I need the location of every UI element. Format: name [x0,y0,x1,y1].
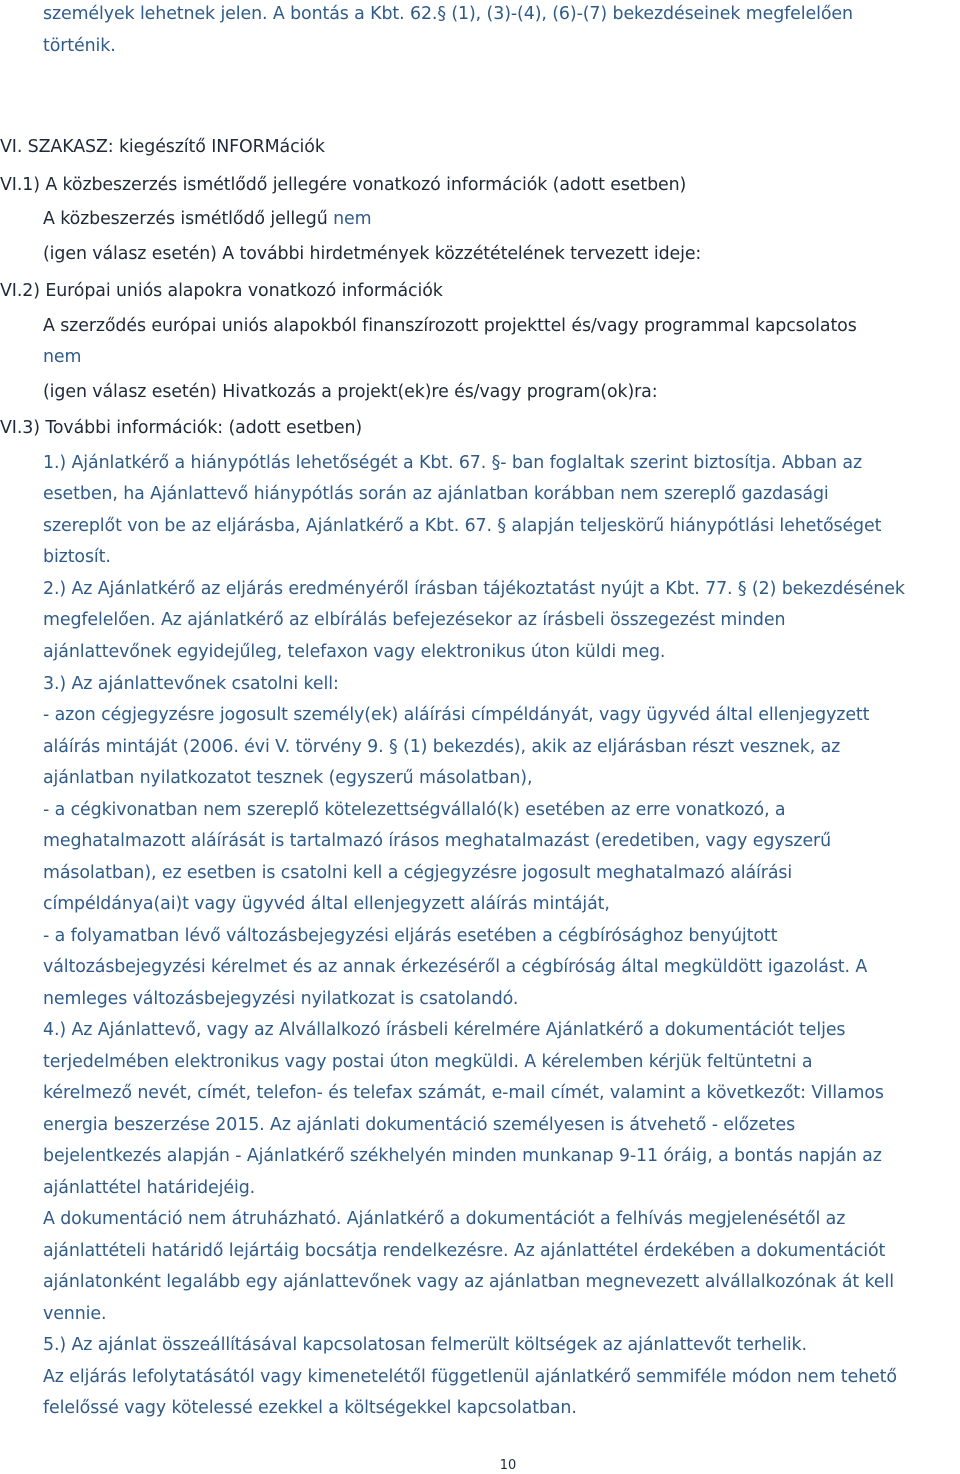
text-line: szereplőt von be az eljárásba, Ajánlatkérő a Kbt. 67. § alapján teljeskörű hiánypótlási lehetőséget [43,516,882,536]
text-line: 4.) Az Ajánlattevő, vagy az Alvállalkozó írásbeli kérelmére Ajánlatkérő a dokumentációt teljes [43,1020,846,1040]
text-line: nemleges változásbejegyzési nyilatkozat is csatolandó. [43,989,519,1009]
text-line: - a folyamatban lévő változásbejegyzési eljárás esetében a cégbírósághoz benyújtott [43,926,778,946]
text-line: bejelentkezés alapján - Ajánlatkérő székhelyén minden munkanap 9-11 óráig, a bontás napján az [43,1146,882,1166]
text-line: meghatalmazott aláírását is tartalmazó írásos meghatalmazást (eredetiben, vagy egyszerű [43,831,832,851]
text-line: (igen válasz esetén) A további hirdetmények közzétételének tervezett ideje: [43,244,702,264]
text-line: történik. [43,36,116,56]
text-line: 3.) Az ajánlattevőnek csatolni kell: [43,674,339,694]
text-line: ajánlattételi határidő lejártáig bocsátja rendelkezésre. Az ajánlattétel érdekében a dokumentációt [43,1241,886,1261]
text-line [43,207,371,231]
text-line: vennie. [43,1304,107,1324]
text-line: ajánlattevőnek egyidejűleg, telefaxon vagy elektronikus úton küldi meg. [43,642,666,662]
text-line: A dokumentáció nem átruházható. Ajánlatkérő a dokumentációt a felhívás megjelenésétől az [43,1209,846,1229]
text-line: kérelmező nevét, címét, telefon- és telefax számát, e-mail címét, valamint a következőt: Villamos [43,1083,884,1103]
text-line: ajánlattétel határidejéig. [43,1178,256,1198]
text-line: esetben, ha Ajánlattevő hiánypótlás során az ajánlatban korábban nem szereplő gazdasági [43,484,829,504]
text-line: 2.) Az Ajánlatkérő az eljárás eredményéről írásban tájékoztatást nyújt a Kbt. 77. § (2) bekezdésének [43,579,905,599]
text-line: aláírás mintáját (2006. évi V. törvény 9. § (1) bekezdés), akik az eljárásban részt vesznek, az [43,737,841,757]
text-line: - azon cégjegyzésre jogosult személy(ek) aláírási címpéldányát, vagy ügyvéd által ellenjegyzett [43,705,870,725]
text-line: terjedelmében elektronikus vagy postai úton megküldi. A kérelemben kérjük feltüntetni a [43,1052,813,1072]
text-line: változásbejegyzési kérelmet és az annak érkezéséről a cégbíróság által megküldött igazolást. A [43,957,868,977]
text-line: 1.) Ajánlatkérő a hiánypótlás lehetőségét a Kbt. 67. §- ban foglaltak szerint biztosítja. Abban az [43,453,862,473]
text-line: címpéldánya(ai)t vagy ügyvéd által ellenjegyzett aláírás mintáját, [43,894,610,914]
subsection-heading: VI.2) Európai uniós alapokra vonatkozó információk [0,281,443,301]
text-line: másolatban), ez esetben is csatolni kell a cégjegyzésre jogosult meghatalmazó aláírási [43,863,793,883]
text-line: energia beszerzése 2015. Az ajánlati dokumentáció személyesen is átvehető - előzetes [43,1115,796,1135]
text-line: (igen válasz esetén) Hivatkozás a projekt(ek)re és/vagy program(ok)ra: [43,382,658,402]
text-line: megfelelően. Az ajánlatkérő az elbírálás befejezésekor az írásbeli összegezést minden [43,610,786,630]
text-span: A közbeszerzés ismétlődő jellegű [43,209,334,229]
page-number: 10 [499,1458,517,1473]
text-line: személyek lehetnek jelen. A bontás a Kbt. 62.§ (1), (3)-(4), (6)-(7) bekezdéseinek megfelelően [43,4,853,24]
text-line: ajánlatban nyilatkozatot tesznek (egyszerű másolatban), [43,768,533,788]
answer-value: nem [333,209,372,229]
text-line: felelőssé vagy kötelessé ezekkel a költségekkel kapcsolatban. [43,1398,577,1418]
subsection-heading: VI.1) A közbeszerzés ismétlődő jellegére vonatkozó információk (adott esetben) [0,175,687,195]
text-line: A szerződés európai uniós alapokból finanszírozott projekttel és/vagy programmal kapcsolatos [43,316,857,336]
text-line: ajánlatonként legalább egy ajánlattevőnek vagy az ajánlatban megnevezett alvállalkozónak át kell [43,1272,894,1292]
text-line: 5.) Az ajánlat összeállításával kapcsolatosan felmerült költségek az ajánlattevőt terhelik. [43,1335,807,1355]
text-line: Az eljárás lefolytatásától vagy kimenetelétől függetlenül ajánlatkérő semmiféle módon nem tehető [43,1367,897,1387]
subsection-heading: VI.3) További információk: (adott esetben) [0,418,363,438]
answer-value: nem [43,347,82,367]
text-line: - a cégkivonatban nem szereplő kötelezettségvállaló(k) esetében az erre vonatkozó, a [43,800,786,820]
text-line: biztosít. [43,547,111,567]
section-heading: VI. SZAKASZ: kiegészítő INFORMációk [0,137,325,157]
